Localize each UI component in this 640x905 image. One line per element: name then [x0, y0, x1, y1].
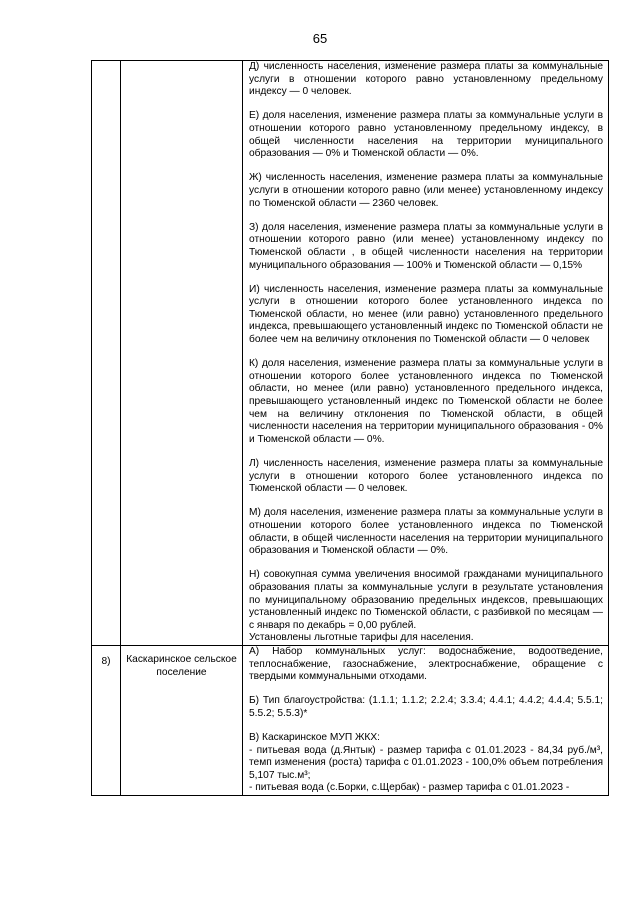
table-row	[92, 61, 609, 646]
document-table	[91, 60, 609, 796]
paragraph-v-title: В) Каскаринское МУП ЖКХ:	[249, 732, 380, 744]
paragraph-benefits: Установлены льготные тарифы для населения.	[249, 632, 474, 644]
paragraph-e: Е) доля населения, изменение размера платы за коммунальные услуги в отношении которого равно установленному предельному индексу, в общей численности населения на территории муниципального образования — 0% и Тюменской области — 0%.	[249, 110, 603, 160]
row-content-cell	[243, 645, 609, 795]
settlement-name: Каскаринское сельское поселение	[126, 653, 237, 678]
paragraph-a: А) Набор коммунальных услуг: водоснабжение, водоотведение, теплоснабжение, газоснабжение, электроснабжение, обращение с твердыми коммунальными отходами.	[249, 645, 603, 683]
row-number-cell	[92, 61, 121, 646]
table-row	[92, 645, 609, 795]
page-number: 65	[312, 31, 328, 46]
paragraph-v-item-2: - питьевая вода (с.Борки, с.Щербак) - размер тарифа с 01.01.2023 -	[249, 782, 570, 794]
row-number: 8)	[101, 655, 111, 667]
paragraph-m: М) доля населения, изменение размера платы за коммунальные услуги в отношении которого более установленного индекса по Тюменской области, в общей численности населения на территории муниципального образования и Тюменской области — 0%.	[249, 507, 603, 557]
paragraph-d: Д) численность населения, изменение размера платы за коммунальные услуги в отношении которого равно установленному предельному индексу — 0 человек.	[249, 61, 603, 98]
paragraph-k: К) доля населения, изменение размера платы за коммунальные услуги в отношении которого более установленного индекса по Тюменской области, но менее (или равно) установленного предельного индекса, превышающего установленный индекс по Тюменской области не более чем на величину отклонения по Тюменской области, в общей численности населения на территории муниципального образования - 0% и Тюменской области — 0%.	[249, 358, 603, 445]
paragraph-zh: Ж) численность населения, изменение размера платы за коммунальные услуги в отношении которого равно (или менее) установленному индексу по Тюменской области — 2360 человек.	[249, 172, 603, 209]
row-content-cell	[243, 61, 609, 646]
paragraph-l: Л) численность населения, изменение размера платы за коммунальные услуги в отношении которого более установленного индекса по Тюменской области — 0 человек.	[249, 458, 603, 495]
paragraph-z: З) доля населения, изменение размера платы за коммунальные услуги в отношении которого равно (или менее) установленному индексу по Тюменской области , в общей численности населения на территории муниципального образования — 100% и Тюменской области — 0,15%	[249, 221, 603, 271]
row-name-cell	[121, 645, 243, 795]
row-number-cell	[92, 645, 121, 795]
paragraph-b: Б) Тип благоустройства: (1.1.1; 1.1.2; 2.2.4; 3.3.4; 4.4.1; 4.4.2; 4.4.4; 5.5.1; 5.5.2; 5.5.3)*	[249, 695, 603, 719]
paragraph-v-item-1: - питьевая вода (д.Янтык) - размер тарифа с 01.01.2023 - 84,34 руб./м³, темп изменения (роста) тарифа с 01.01.2023 - 100,0% объем потребления 5,107 тыс.м³;	[249, 744, 603, 781]
row-name-cell	[121, 61, 243, 646]
paragraph-n: Н) совокупная сумма увеличения вносимой гражданами муниципального образования платы за коммунальные услуги в результате установления по муниципальному образованию предельных индексов, превышающих установленный индекс по Тюменской области, с разбивкой по месяцам — с января по декабрь = 0,00 рублей.	[249, 569, 603, 631]
paragraph-i: И) численность населения, изменение размера платы за коммунальные услуги в отношении которого более установленного индекса по Тюменской области, но менее (или равно) установленного предельного индекса, превышающего установленный индекс по Тюменской области не более чем на величину отклонения по Тюменской области — 0 человек	[249, 283, 603, 346]
